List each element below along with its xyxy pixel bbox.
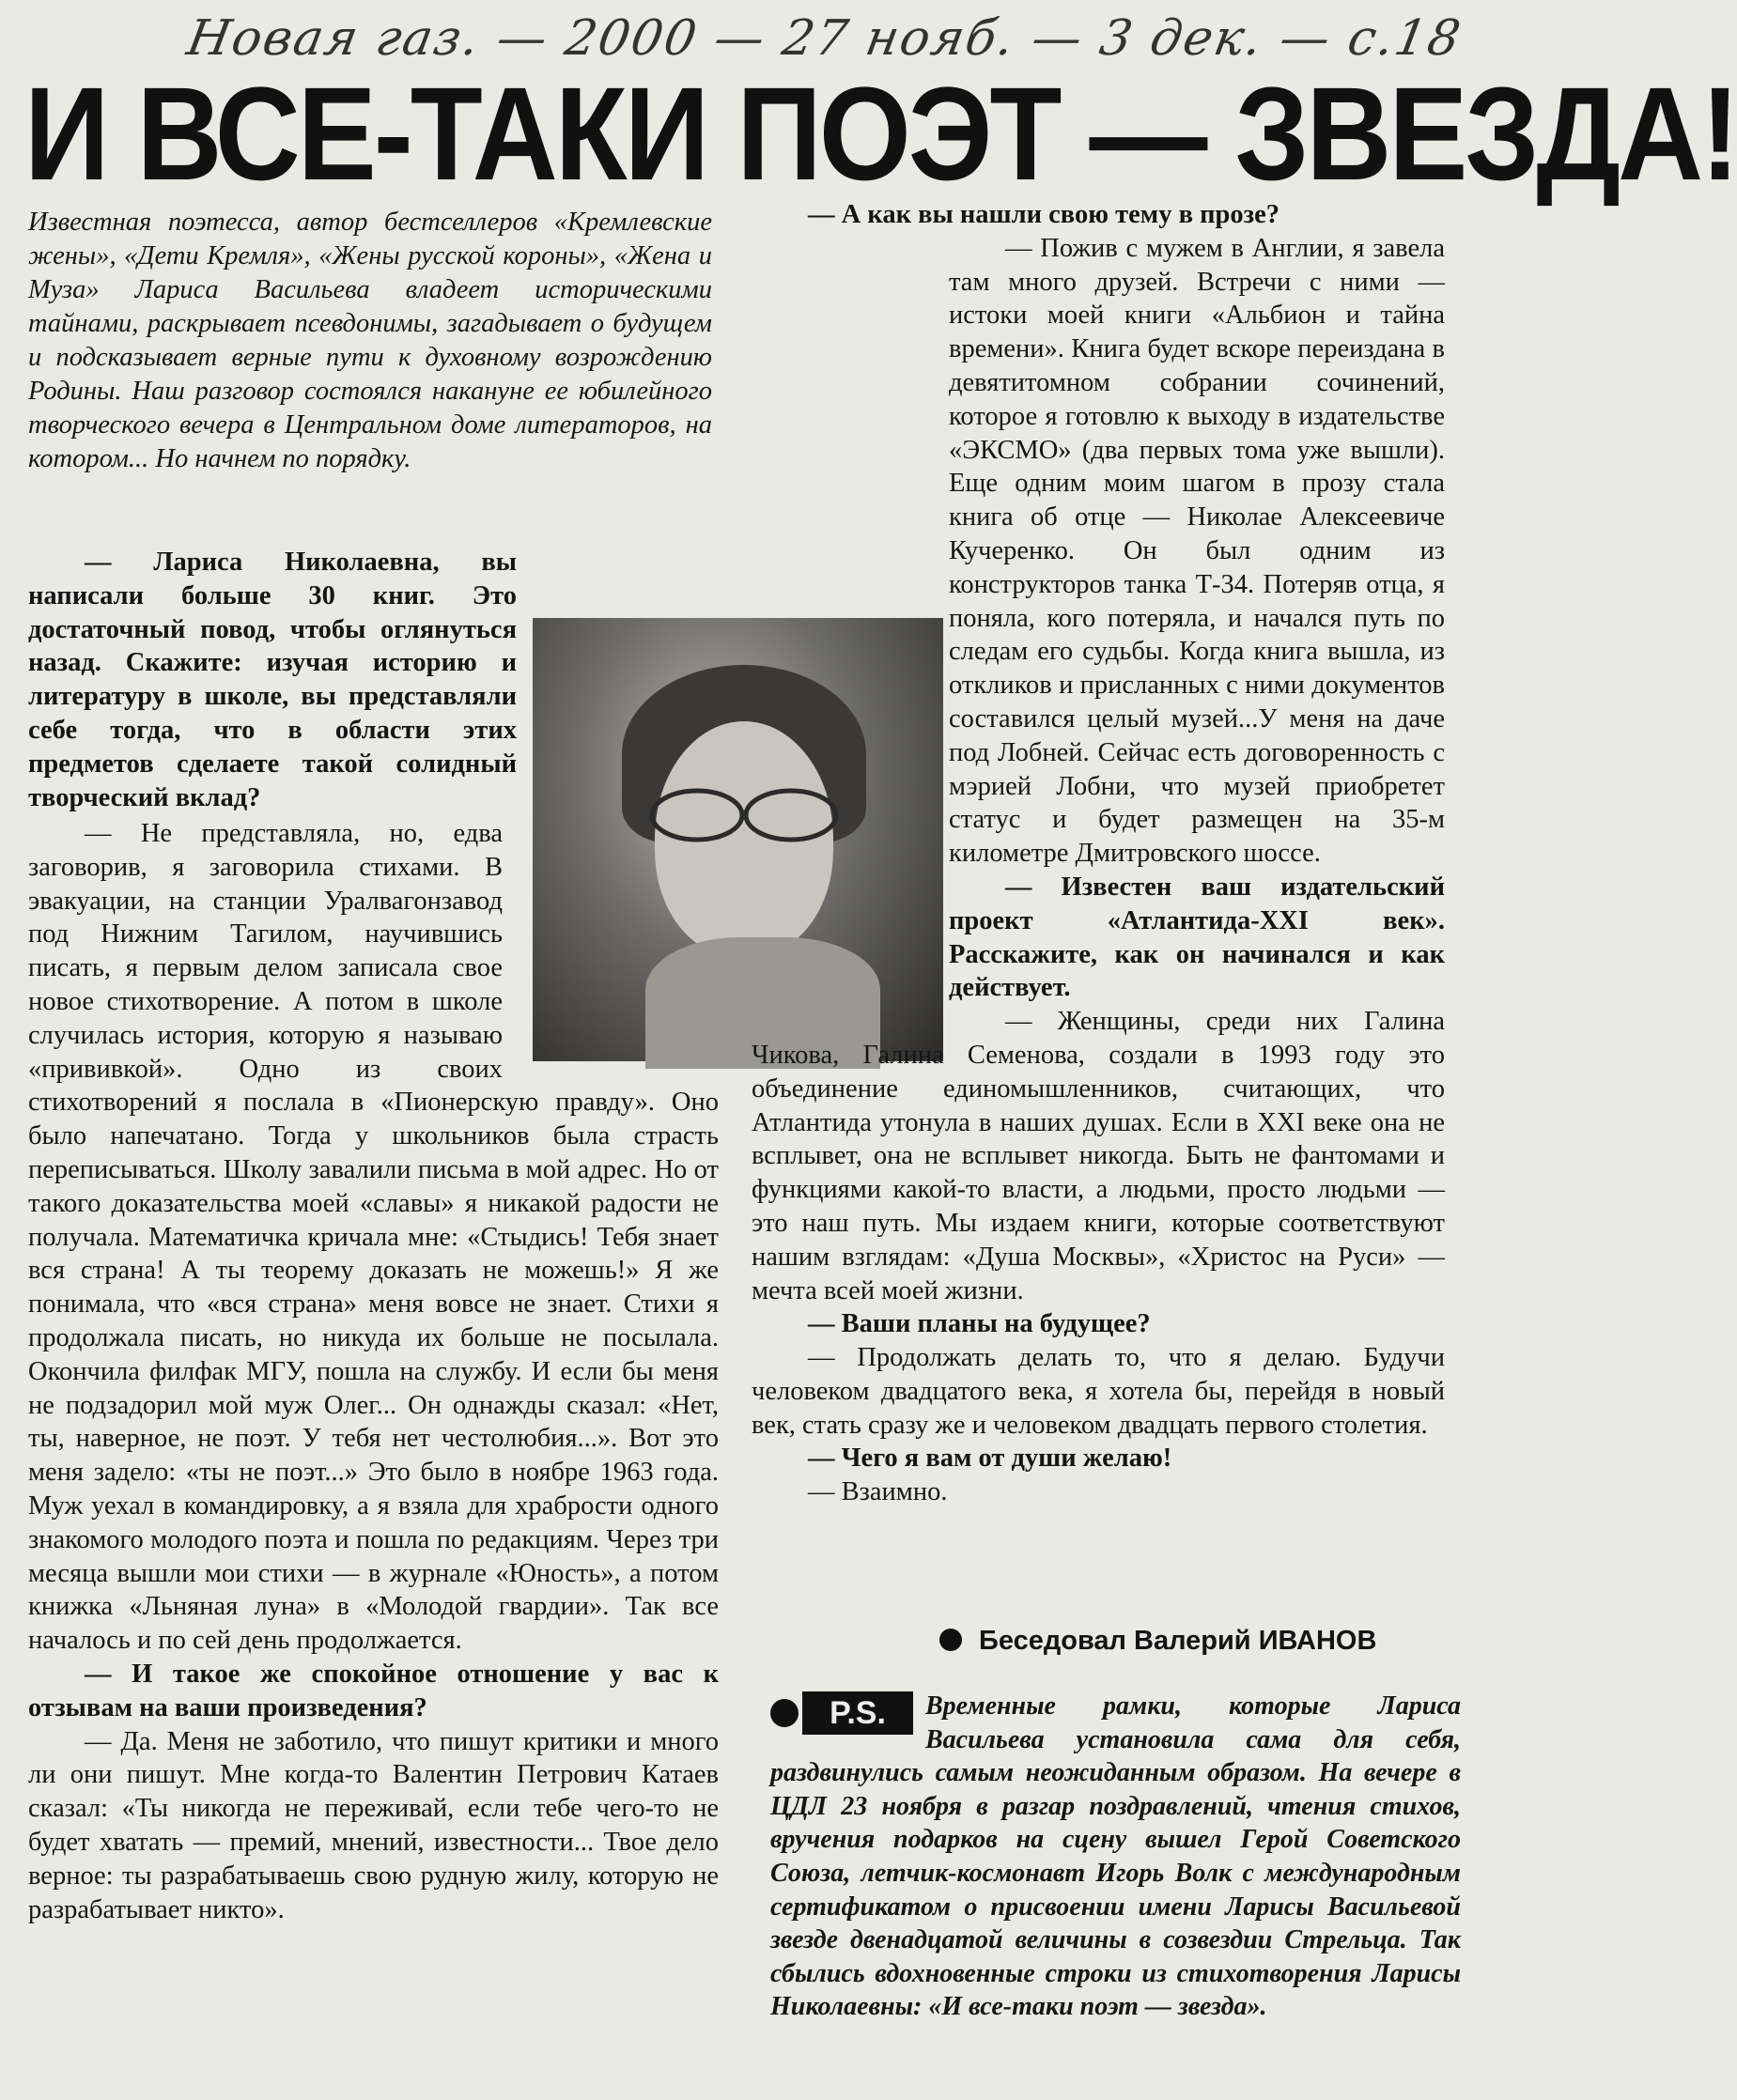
headline: И ВСЕ-ТАКИ ПОЭТ — ЗВЕЗДА! — [24, 59, 1737, 208]
answer-4: — Женщины, среди них Галина Чикова, Галина Семенова, создали в 1993 году это объединение единомышленников, считающих, что Атлантида утонула в наших душах. Если в XXI веке она не всплывет, она не всплывет никогда. Быть не фантомами и функциями какой-то власти, а людьми, просто людьми — это наш путь. Мы издаем книги, которые соответствуют нашим взглядам: «Душа Москвы», «Христос на Руси» — мечта всей моей жизни. — [752, 1007, 1445, 1305]
ps-badge — [770, 1691, 916, 1735]
question-2: — И такое же спокойное отношение у вас к отзывам на ваши произведения? — [28, 1659, 719, 1722]
answer-6: — Взаимно. — [808, 1477, 948, 1507]
byline — [939, 1622, 1466, 1660]
answer-5: — Продолжать делать то, что я делаю. Будучи человеком двадцатого века, я хотела бы, перейдя в новый век, стать сразу же и человеком двадцать первого столетия. — [752, 1343, 1445, 1440]
question-3: — А как вы нашли свою тему в прозе? — [808, 200, 1279, 229]
handwritten-source-note: Новая газ. — 2000 — 27 нояб. — 3 дек. — с.18 — [182, 10, 1466, 67]
ps-dot-icon — [770, 1699, 799, 1727]
question-1: — Лариса Николаевна, вы написали больше 30 книг. Это достаточный повод, чтобы оглянуться назад. Скажите: изучая историю и литературу в школе, вы представляли себе тогда, что в области этих предметов сделаете такой солидный творческий вклад? — [28, 548, 517, 812]
intro-paragraph: Известная поэтесса, автор бестселлеров «Кремлевские жены», «Дети Кремля», «Жены русской короны», «Жена и Муза» Ларисa Васильева владеет историческими тайнами, раскрывает псевдонимы, загадывает о будущем и подсказывает верные пути к духовному возрождению Родины. Наш разговор состоялся накануне ее юбилейного творческого вечера в Центральном доме литераторов, на котором... Но начнем по порядку. — [28, 208, 712, 473]
question-6: — Чего я вам от души желаю! — [808, 1444, 1172, 1474]
answer-2: — Да. Меня не заботило, что пишут критики и много ли они пишут. Мне когда-то Валентин Петрович Катаев сказал: «Ты никогда не переживай, если тебе чего-то не будет хватать — премий, мнений, известности... Твое дело верное: ты разрабатываешь свою рудную жилу, которую не разрабатывает никто». — [28, 1726, 719, 1924]
ps-label: P.S. — [802, 1691, 913, 1735]
ps-text: Временные рамки, которые Лариса Васильева установила сама для себя, раздвинулись самым неожиданным образом. На вечере в ЦДЛ 23 ноября в разгар поздравлений, чтения стихов, вручения подарков на сцену вышел Герой Советского Союза, летчик-космонавт Игорь Волк с международным сертификатом о присвоении имени Ларисы Васильевой звезде двенадцатой величины в созвездии Стрельца. Так сбылись вдохновенные строки из стихотворения Ларисы Николаевны: «И все-таки поэт — звезда». — [770, 1691, 1461, 2022]
answer-1: — Не представляла, но, едва заговорив, я заговорила стихами. В эвакуации, на станции Уралвагонзавод под Нижним Тагилом, научившись писать, я первым делом записала свое новое стихотворение. А потом в школе случилась история, которую я называю «прививкой». Одно из своих стихотворений я послала в «Пионерскую правду». Оно было напечатано. Тогда у школьников была страсть переписываться. Школу завалили письма в мой адрес. Но от такого доказательства моей «славы» я никакой радости не получала. Математичка кричала мне: «Стыдись! Тебя знает вся страна! А ты теорему доказать не можешь!» Я же понимала, что «вся страна» меня вовсе не знает. Стихи я продолжала писать, но никуда их больше не посылала. Окончила филфак МГУ, пошла на службу. И если бы меня не подзадорил мой муж Олег... Он однажды сказал: «Нет, ты, наверное, не поэт. У тебя нет честолюбия...». Вот это меня задело: «ты не поэт...» Это было в ноябре 1963 года. Муж уехал в командировку, а я взяла для храбрости одного знакомого молодого поэта и пошла по редакциям. Через три месяца вышли мои стихи — в журнале «Юность», а потом книжка «Льняная луна» в «Молодой гвардии». Так все началось и по сей день продолжается. — [28, 819, 719, 1656]
question-4: — Известен ваш издательский проект «Атлантида-XXI век». Расскажите, как он начинался и как действует. — [949, 872, 1445, 1003]
answer-3: — Пожив с мужем в Англии, я завела там много друзей. Встречи с ними — истоки моей книги «Альбион и тайна времени». Книга будет вскоре переиздана в девятитомном собрании сочинений, которое я готовлю к выходу в издательстве «ЭКСМО» (два первых тома уже вышли). Еще одним моим шагом в прозу стала книга об отце — Николае Алексеевиче Кучеренко. Он был одним из конструкторов танка Т-34. Потеряв отца, я поняла, кого потеряла, и начался путь по следам его судьбы. Когда книга вышла, из откликов и присланных с ними документов составился целый музей...У меня на даче под Лобней. Сейчас есть договоренность с мэрией Лобни, что музей приобретет статус и будет размещен на 35-м километре Дмитровского шоссе. — [949, 233, 1445, 869]
bullet-icon — [939, 1629, 962, 1651]
byline-text: Беседовал Валерий ИВАНОВ — [979, 1626, 1377, 1656]
right-column — [752, 198, 1445, 1509]
postscript — [770, 1690, 1461, 2024]
question-5: — Ваши планы на будущее? — [808, 1309, 1151, 1339]
